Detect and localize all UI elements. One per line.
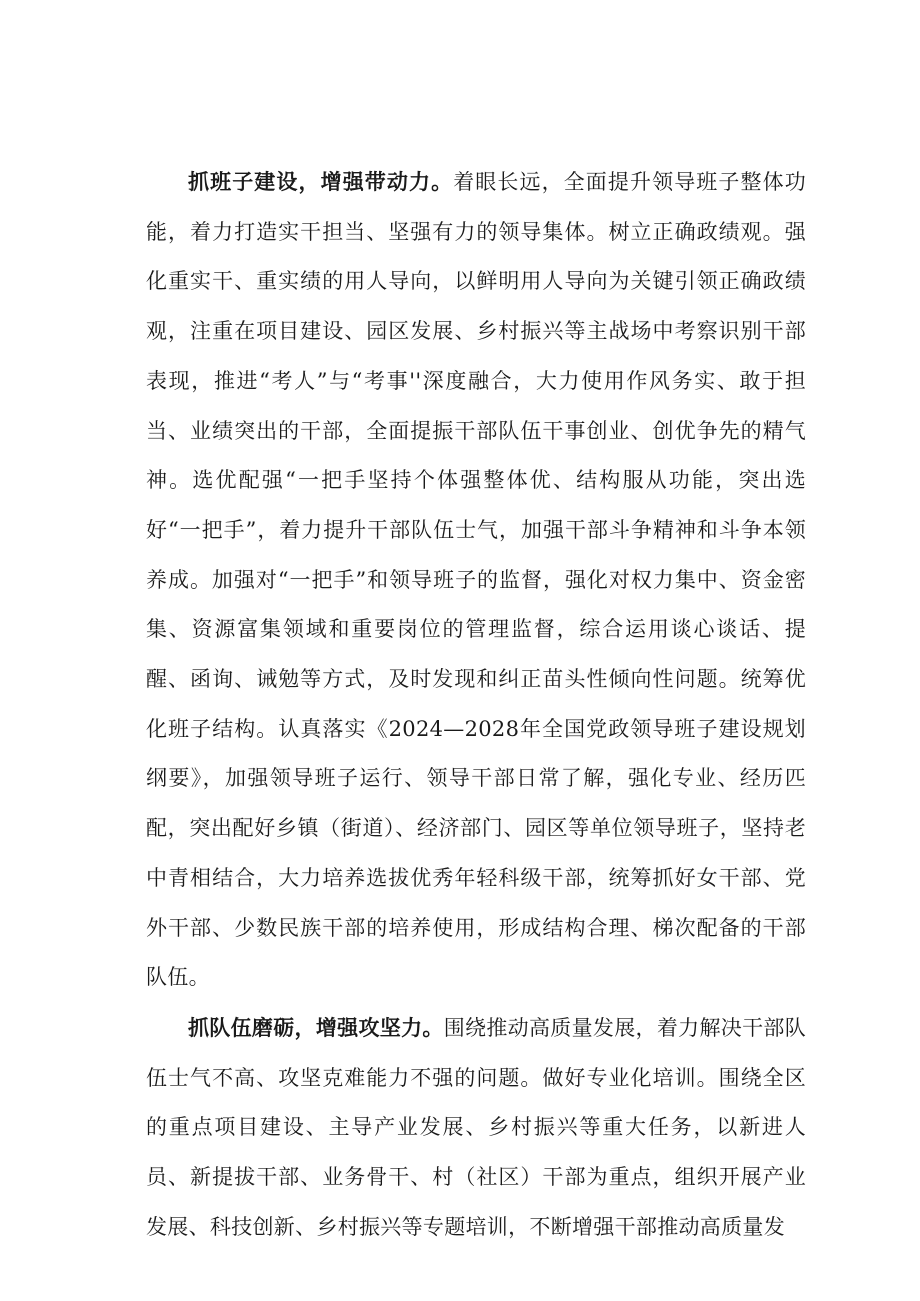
paragraph-team-training [146,1003,806,1253]
paragraph-body: 着眼长远，全面提升领导班子整体功能，着力打造实干担当、坚强有力的领导集体。树立正确政绩观。强化重实干、重实绩的用人导向，以鲜明用人导向为关键引领正确政绩观，注重在项目建设、园区发展、乡村振兴等主战场中考察识别干部表现，推进“考人”与“考事''深度融合，大力使用作风务实、敢于担当、业绩突出的干部，全面提振干部队伍干事创业、创优争先的精气神。选优配强“一把手坚持个体强整体优、结构服从功能，突出选好“一把手”，着力提升干部队伍士气，加强干部斗争精神和斗争本领养成。加强对“一把手”和领导班子的监督，强化对权力集中、资金密集、资源富集领域和重要岗位的管理监督，综合运用谈心谈话、提醒、函询、诫勉等方式，及时发现和纠正苗头性倾向性问题。统筹优化班子结构。认真落实《2024—2028年全国党政领导班子建设规划纲要》，加强领导班子运行、领导干部日常了解，强化专业、经历匹配，突出配好乡镇（街道）、经济部门、园区等单位领导班子，坚持老中青相结合，大力培养选拔优秀年轻科级干部，统筹抓好女干部、党外干部、少数民族干部的培养使用，形成结构合理、梯次配备的干部队伍。 [146,170,806,990]
paragraph-heading: 抓班子建设，增强带动力。 [188,169,454,194]
paragraph-heading: 抓队伍磨砺，增强攻坚力。 [188,1014,444,1040]
document-page [146,157,806,1252]
paragraph-team-building [146,157,806,1003]
paragraph-body: 围绕推动高质量发展，着力解决干部队伍士气不高、攻坚克难能力不强的问题。做好专业化培训。围绕全区的重点项目建设、主导产业发展、乡村振兴等重大任务，以新进人员、新提拔干部、业务骨干、村（社区）干部为重点，组织开展产业发展、科技创新、乡村振兴等专题培训，不断增强干部推动高质量发 [146,1015,806,1239]
